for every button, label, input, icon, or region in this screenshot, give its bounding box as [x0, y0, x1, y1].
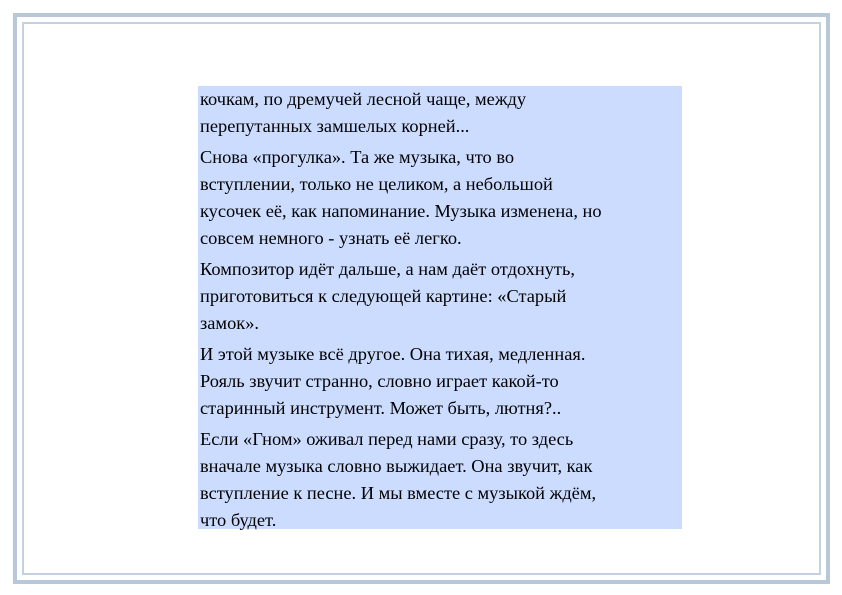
- paragraph-4: И этой музыке всё другое. Она тихая, медленная. Рояль звучит странно, словно играет какой-то старинный инструмент. Может быть, лютня?..: [200, 344, 586, 418]
- text-box: [198, 86, 682, 529]
- paragraph-3: Композитор идёт дальше, а нам даёт отдохнуть, приготовиться к следующей картине: «Старый замок».: [200, 259, 575, 333]
- paragraph-2: Снова «прогулка». Та же музыка, что во вступлении, только не целиком, а небольшой кусочек её, как напоминание. Музыка изменена, но совсем немного - узнать её легко.: [200, 147, 602, 248]
- paragraph-1: кочкам, по дремучей лесной чаще, между перепутанных замшелых корней...: [200, 89, 527, 136]
- paragraph-5: Если «Гном» оживал перед нами сразу, то здесь вначале музыка словно выжидает. Она звучит, как вступление к песне. И мы вместе с музыкой ждём, что будет.: [200, 429, 597, 530]
